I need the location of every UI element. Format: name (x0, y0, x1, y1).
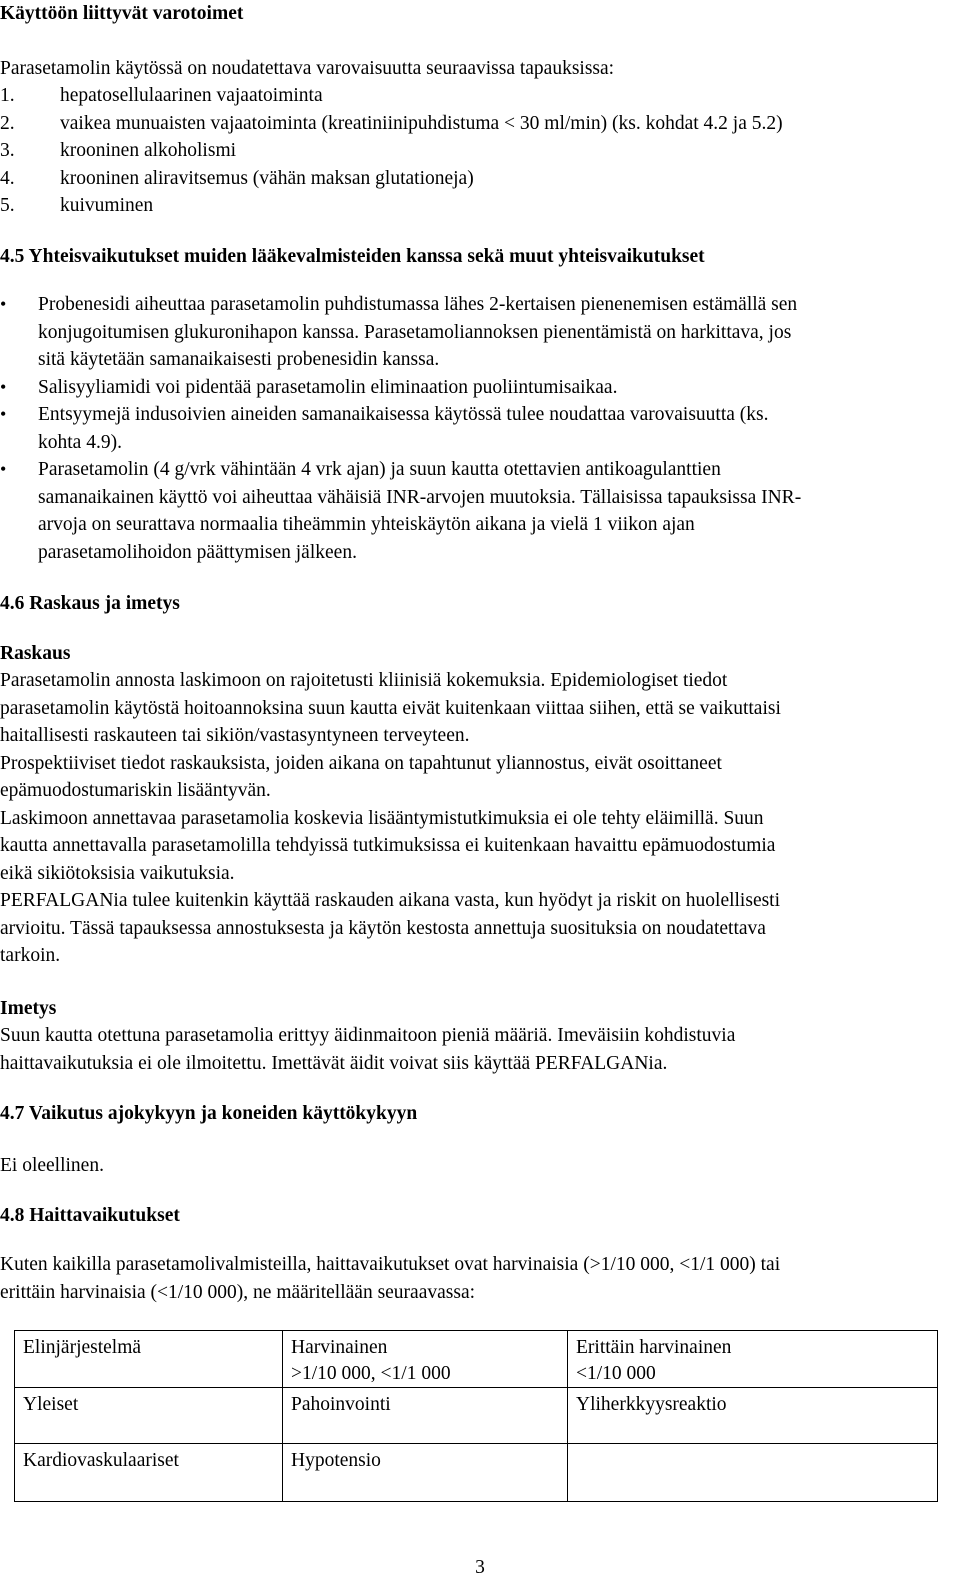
list-item: 1. hepatosellulaarinen vajaatoiminta (0, 85, 323, 106)
s48-intro: Kuten kaikilla parasetamolivalmisteilla, haittavaikutukset ovat harvinaisia (>1/10 000, <1/1 000) tai erittäin harvinaisia (<1/10 000), ne määritellään seuraavassa: (0, 1254, 781, 1303)
list-item: 3. krooninen alkoholismi (0, 140, 237, 161)
bullet-item: • Parasetamolin (4 g/vrk vähintään 4 vrk ajan) ja suun kautta otettavien antikoagulanttien samanaikainen käyttö voi aiheuttaa vähäisiä INR-arvojen muutoksia. Tällaisissa tapauksissa INR- arvoja on seurattava normaalia tiheämmin yhteiskäytön aikana ja vielä 1 viikon ajan parasetamolihoidon päättymisen jälkeen. (0, 456, 955, 566)
bullet-item: • Salisyyliamidi voi pidentää parasetamolin eliminaation puoliintumisaikaa. (0, 374, 955, 402)
table-cell: Elinjärjestelmä (15, 1331, 283, 1388)
table-cell: Yliherkkyysreaktio (568, 1388, 938, 1444)
subheading-imetys: Imetys (0, 998, 57, 1019)
list-item: 4. krooninen aliravitsemus (vähän maksan glutationeja) (0, 167, 474, 189)
table-cell: Yleiset (15, 1388, 283, 1444)
table-row (15, 1388, 938, 1444)
raskaus-paragraphs: Parasetamolin annosta laskimoon on rajoitetusti kliinisiä kokemuksia. Epidemiologiset tiedot parasetamolin käytöstä hoitoannoksina suun kautta eivät kuitenkaan viittaa siihen, että se vaikuttaisi haitallisesti raskauteen tai sikiön/vastasyntyneen terveyteen. Prospektiiviset tiedot raskauksista, joiden aikana on tapahtunut yliannostus, eivät osoittaneet epämuodostumariskin lisääntyvän. Laskimoon annettavaa parasetamolia koskevia lisääntymistutkimuksia ei ole tehty eläimillä. Suun kautta annettavalla parasetamolilla tehdyissä tutkimuksissa ei kuitenkaan havaittu epämuodostumia eikä sikiötoksisia vaikutuksia. PERFALGANia tulee kuitenkin käyttää raskauden aikana vasta, kun hyödyt ja riskit on huolellisesti arvioitu. Tässä tapauksessa annostuksesta ja käytön kestosta annettuja suosituksia on noudatettava tarkoin. (0, 670, 781, 966)
table-header-row (15, 1331, 938, 1388)
s47-text: Ei oleellinen. (0, 1155, 104, 1176)
table-cell: Kardiovaskulaariset (15, 1444, 283, 1502)
heading-4-7: 4.7 Vaikutus ajokykyyn ja koneiden käyttökykyyn (0, 1103, 418, 1124)
cautions-intro: Parasetamolin käytössä on noudatettava varovaisuutta seuraavissa tapauksissa: (0, 58, 615, 79)
table-cell: Erittäin harvinainen <1/10 000 (568, 1331, 938, 1388)
table-cell: Harvinainen >1/10 000, <1/1 000 (283, 1331, 568, 1388)
bullet-icon: • (0, 404, 7, 424)
bullet-item: • Entsyymejä indusoivien aineiden samanaikaisessa käytössä tulee noudattaa varovaisuutta (ks. kohta 4.9). (0, 401, 955, 456)
table-row (15, 1444, 938, 1502)
table-cell: Pahoinvointi (283, 1388, 568, 1444)
imetys-paragraph: Suun kautta otettuna parasetamolia erittyy äidinmaitoon pieniä määriä. Imeväisiin kohdistuvia haittavaikutuksia ei ole ilmoitettu. Imettävät äidit voivat siis käyttää PERFALGANia. (0, 1025, 736, 1074)
heading-4-6: 4.6 Raskaus ja imetys (0, 593, 180, 614)
bullet-icon: • (0, 377, 7, 397)
heading-4-5: 4.5 Yhteisvaikutukset muiden lääkevalmisteiden kanssa sekä muut yhteisvaikutukset (0, 246, 705, 267)
bullet-icon: • (0, 459, 7, 479)
section-heading: Käyttöön liittyvät varotoimet (0, 3, 244, 24)
list-item: 2. vaikea munuaisten vajaatoiminta (kreatiniinipuhdistuma < 30 ml/min) (ks. kohdat 4.2 ja 5.2) (0, 112, 783, 134)
subheading-raskaus: Raskaus (0, 643, 71, 664)
table-cell (568, 1444, 938, 1502)
list-item: 5. kuivuminen (0, 195, 154, 216)
cautions-list (0, 82, 955, 220)
page-number: 3 (475, 1557, 485, 1578)
heading-4-8: 4.8 Haittavaikutukset (0, 1205, 180, 1226)
bullet-item: • Probenesidi aiheuttaa parasetamolin puhdistumassa lähes 2-kertaisen pienenemisen estämällä sen konjugoitumisen glukuronihapon kanssa. Parasetamoliannoksen pienentämistä on harkittava, jos sitä käytetään samanaikaisesti probenesidin kanssa. (0, 291, 955, 374)
adverse-effects-table (14, 1330, 938, 1502)
bullet-icon: • (0, 294, 7, 314)
table-cell: Hypotensio (283, 1444, 568, 1502)
